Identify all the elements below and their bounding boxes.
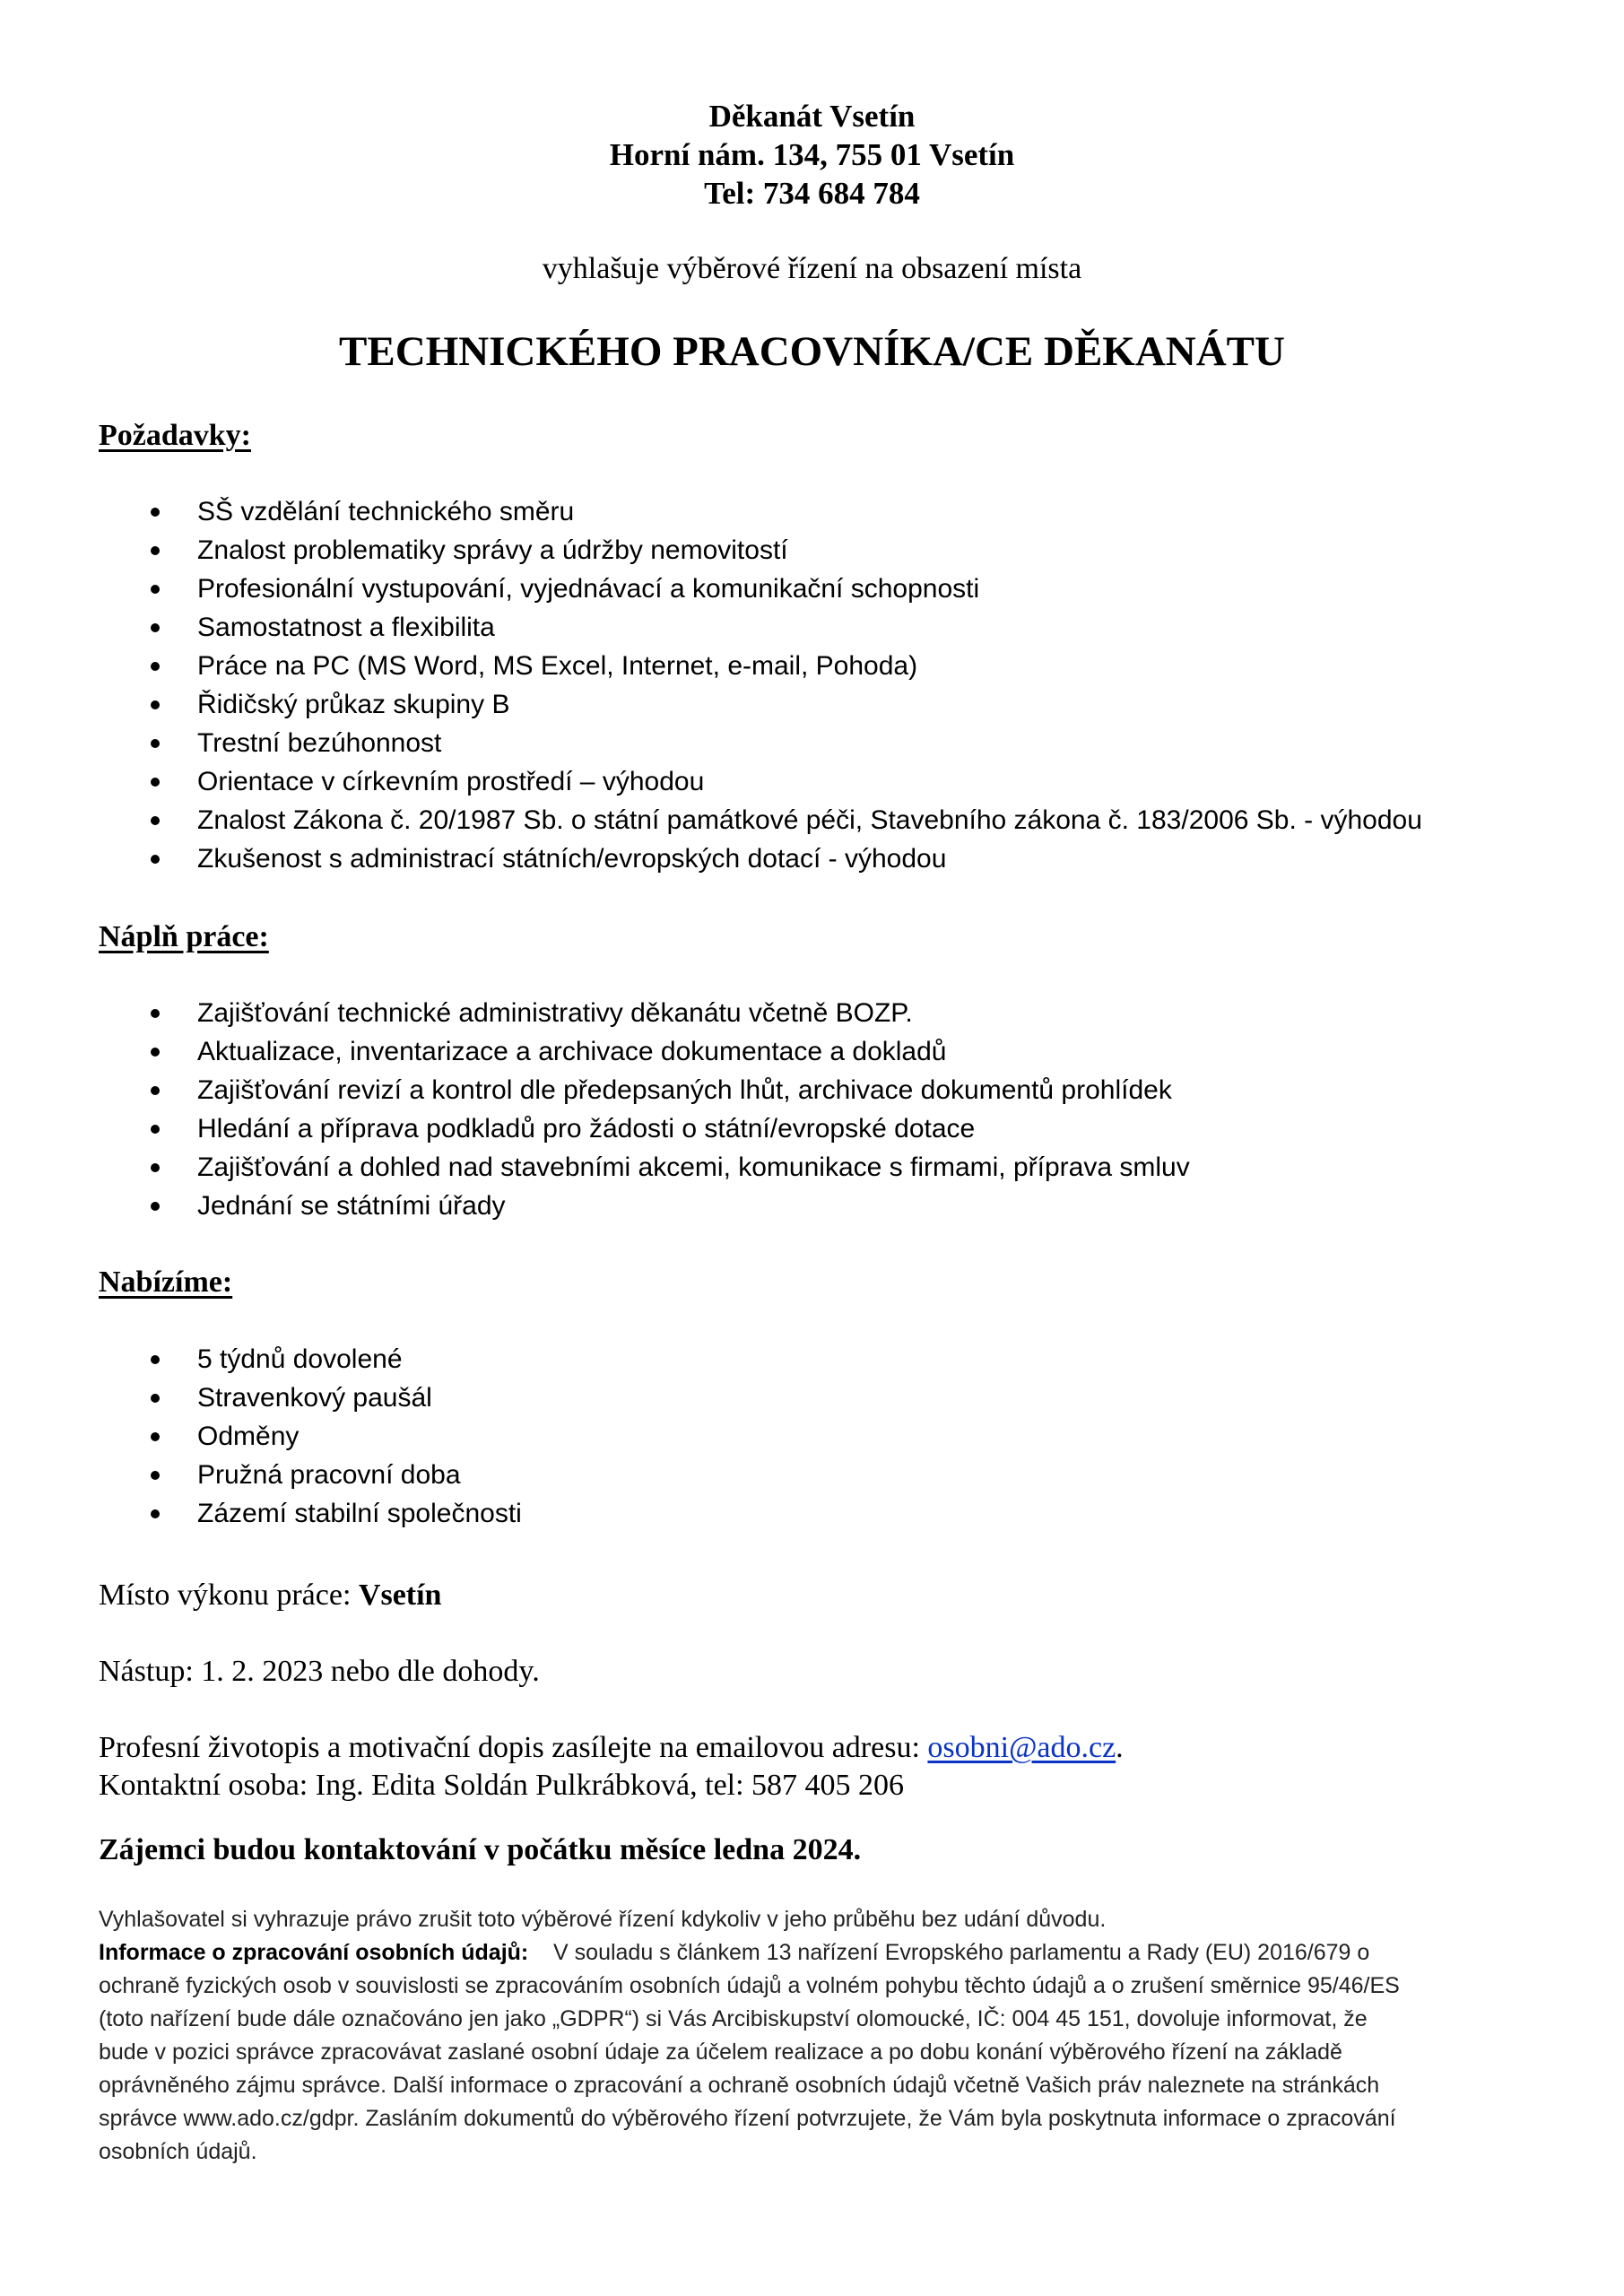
footnote-line: bude v pozici správce zpracovávat zaslané osobní údaje za účelem realizace a po dobu konání výběrového řízení na základě bbox=[99, 2039, 1342, 2065]
list-item: Orientace v církevním prostředí – výhodou bbox=[0, 762, 1422, 801]
requirements-heading: Požadavky: bbox=[99, 419, 251, 452]
workplace-label: Místo výkonu práce: bbox=[99, 1578, 359, 1612]
list-item: Profesionální vystupování, vyjednávací a komunikační schopnosti bbox=[0, 570, 1422, 608]
bullet-icon bbox=[151, 778, 160, 787]
contact-person: Kontaktní osoba: Ing. Edita Soldán Pulkrábková, tel: 587 405 206 bbox=[99, 1769, 905, 1802]
list-item: Práce na PC (MS Word, MS Excel, Internet, e-mail, Pohoda) bbox=[0, 647, 1422, 685]
list-item: Jednání se státními úřady bbox=[0, 1187, 1190, 1225]
bullet-icon bbox=[151, 585, 160, 594]
bullet-icon bbox=[151, 623, 160, 632]
duties-heading: Náplň práce: bbox=[99, 920, 269, 953]
footnote-line: Vyhlašovatel si vyhrazuje právo zrušit toto výběrové řízení kdykoliv v jeho průběhu bez udání důvodu. bbox=[99, 1907, 1107, 1932]
requirements-list bbox=[0, 492, 1422, 878]
bullet-icon bbox=[151, 1432, 160, 1441]
bullet-icon bbox=[151, 1509, 160, 1518]
bullet-icon bbox=[151, 1355, 160, 1364]
footnote-line: Informace o zpracování osobních údajů: V souladu s článkem 13 nařízení Evropského parlamentu a Rady (EU) 2016/679 o bbox=[99, 1940, 1370, 1965]
list-item: Samostatnost a flexibilita bbox=[0, 608, 1422, 647]
list-item: Zajišťování revizí a kontrol dle předepsaných lhůt, archivace dokumentů prohlídek bbox=[0, 1071, 1190, 1109]
list-item: Pružná pracovní doba bbox=[0, 1456, 522, 1494]
bullet-icon bbox=[151, 1202, 160, 1211]
workplace-line bbox=[99, 1577, 441, 1614]
bullet-icon bbox=[151, 1086, 160, 1095]
cv-instructions bbox=[99, 1729, 1124, 1767]
list-item: Znalost Zákona č. 20/1987 Sb. o státní památkové péči, Stavebního zákona č. 183/2006 Sb. - výhodou bbox=[0, 801, 1422, 839]
list-item: Trestní bezúhonnost bbox=[0, 724, 1422, 762]
list-item: Řidičský průkaz skupiny B bbox=[0, 685, 1422, 724]
header-block bbox=[0, 97, 1624, 213]
office-name: Děkanát Vsetín bbox=[708, 99, 916, 134]
list-item: Aktualizace, inventarizace a archivace dokumentace a dokladů bbox=[0, 1032, 1190, 1071]
bullet-icon bbox=[151, 1009, 160, 1018]
cv-text: Profesní životopis a motivační dopis zasílejte na emailovou adresu: bbox=[99, 1731, 928, 1764]
duties-list bbox=[0, 994, 1190, 1225]
email-link[interactable]: osobni@ado.cz bbox=[927, 1731, 1116, 1764]
footnote-line: ochraně fyzických osob v souvislosti se zpracováním osobních údajů a volném pohybu těchto údajů a o zrušení směrnice 95/46/ES bbox=[99, 1973, 1400, 1998]
footnote bbox=[99, 1903, 1533, 2169]
offer-list bbox=[0, 1340, 522, 1533]
bullet-icon bbox=[151, 739, 160, 748]
bullet-icon bbox=[151, 508, 160, 517]
bullet-icon bbox=[151, 700, 160, 709]
position-title: TECHNICKÉHO PRACOVNÍKA/CE DĚKANÁTU bbox=[339, 328, 1285, 375]
list-item: Zajišťování technické administrativy děkanátu včetně BOZP. bbox=[0, 994, 1190, 1032]
bullet-icon bbox=[151, 816, 160, 825]
cv-end: . bbox=[1116, 1731, 1124, 1764]
bullet-icon bbox=[151, 1048, 160, 1057]
list-item: Zkušenost s administrací státních/evropských dotací - výhodou bbox=[0, 839, 1422, 878]
bullet-icon bbox=[151, 1163, 160, 1172]
list-item: Stravenkový paušál bbox=[0, 1378, 522, 1417]
bullet-icon bbox=[151, 1394, 160, 1403]
office-address: Horní nám. 134, 755 01 Vsetín bbox=[609, 137, 1015, 172]
footnote-line: (toto nařízení bude dále označováno jen jako „GDPR“) si Vás Arcibiskupství olomoucké, IČ: 004 45 151, dovoluje informovat, že bbox=[99, 2006, 1368, 2031]
list-item: SŠ vzdělání technického směru bbox=[0, 492, 1422, 531]
office-phone: Tel: 734 684 784 bbox=[704, 176, 920, 211]
bullet-icon bbox=[151, 1471, 160, 1480]
footnote-line: osobních údajů. bbox=[99, 2139, 257, 2164]
offer-heading: Nabízíme: bbox=[99, 1265, 233, 1299]
list-item: Odměny bbox=[0, 1417, 522, 1456]
bullet-icon bbox=[151, 1125, 160, 1134]
start-line: Nástup: 1. 2. 2023 nebo dle dohody. bbox=[99, 1655, 540, 1688]
list-item: Znalost problematiky správy a údržby nemovitostí bbox=[0, 531, 1422, 570]
bullet-icon bbox=[151, 546, 160, 555]
gdpr-label: Informace o zpracování osobních údajů: bbox=[99, 1940, 529, 1965]
announcement: vyhlašuje výběrové řízení na obsazení místa bbox=[542, 252, 1082, 285]
closing-statement: Zájemci budou kontaktování v počátku měsíce ledna 2024. bbox=[99, 1833, 862, 1866]
list-item: 5 týdnů dovolené bbox=[0, 1340, 522, 1378]
list-item: Hledání a příprava podkladů pro žádosti o státní/evropské dotace bbox=[0, 1109, 1190, 1148]
footnote-line: oprávněného zájmu správce. Další informace o zpracování a ochraně osobních údajů včetně Vašich práv naleznete na stránkách bbox=[99, 2073, 1380, 2098]
footnote-line: správce www.ado.cz/gdpr. Zasláním dokumentů do výběrového řízení potvrzujete, že Vám byla poskytnuta informace o zpracování bbox=[99, 2106, 1396, 2131]
list-item: Zázemí stabilní společnosti bbox=[0, 1494, 522, 1533]
bullet-icon bbox=[151, 662, 160, 671]
bullet-icon bbox=[151, 855, 160, 864]
list-item: Zajišťování a dohled nad stavebními akcemi, komunikace s firmami, příprava smluv bbox=[0, 1148, 1190, 1187]
workplace-value: Vsetín bbox=[358, 1578, 442, 1612]
